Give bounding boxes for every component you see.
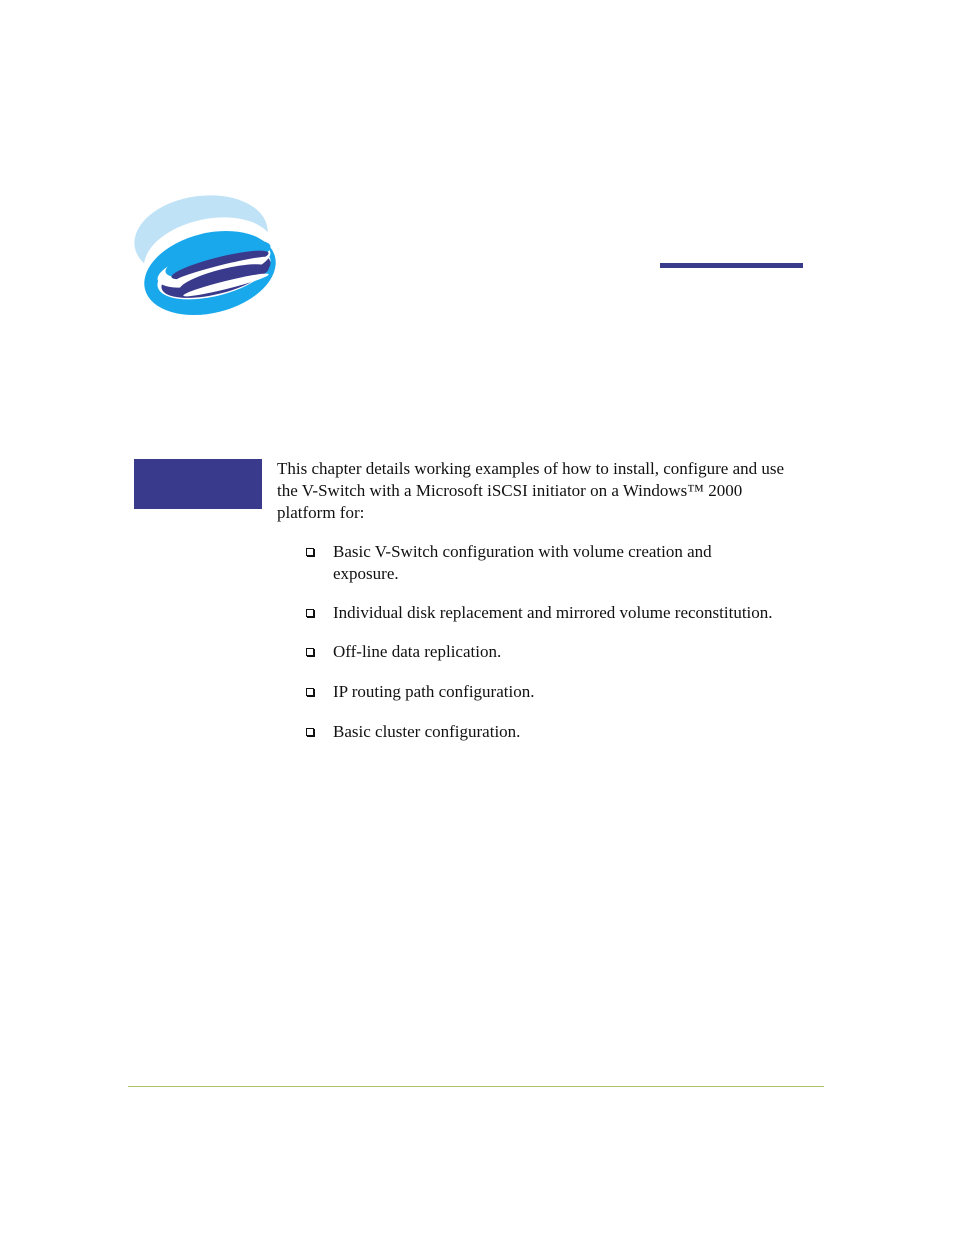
checkbox-bullet-icon	[306, 609, 314, 617]
checkbox-bullet-icon	[306, 688, 314, 696]
list-item-text: IP routing path configuration.	[333, 682, 535, 701]
list-item	[305, 602, 775, 624]
chapter-title-rule	[660, 263, 803, 268]
list-item	[305, 681, 775, 703]
chapter-topic-list	[305, 541, 775, 761]
list-item	[305, 721, 775, 743]
list-item-text: Off-line data replication.	[333, 642, 502, 661]
list-item-text: Individual disk replacement and mirrored volume reconstitution.	[333, 603, 773, 622]
checkbox-bullet-icon	[306, 648, 314, 656]
checkbox-bullet-icon	[306, 548, 314, 556]
company-logo-icon	[134, 195, 280, 319]
footer-divider	[128, 1086, 824, 1087]
chapter-side-block	[134, 459, 262, 509]
list-item	[305, 541, 775, 585]
list-item-text: Basic cluster configuration.	[333, 722, 521, 741]
chapter-intro-paragraph: This chapter details working examples of how to install, configure and use the V-Switch with a Microsoft iSCSI initiator on a Windows™ 2000 platform for:	[277, 459, 785, 522]
list-item-text: Basic V-Switch configuration with volume creation and exposure.	[333, 542, 712, 583]
checkbox-bullet-icon	[306, 728, 314, 736]
list-item	[305, 641, 775, 663]
